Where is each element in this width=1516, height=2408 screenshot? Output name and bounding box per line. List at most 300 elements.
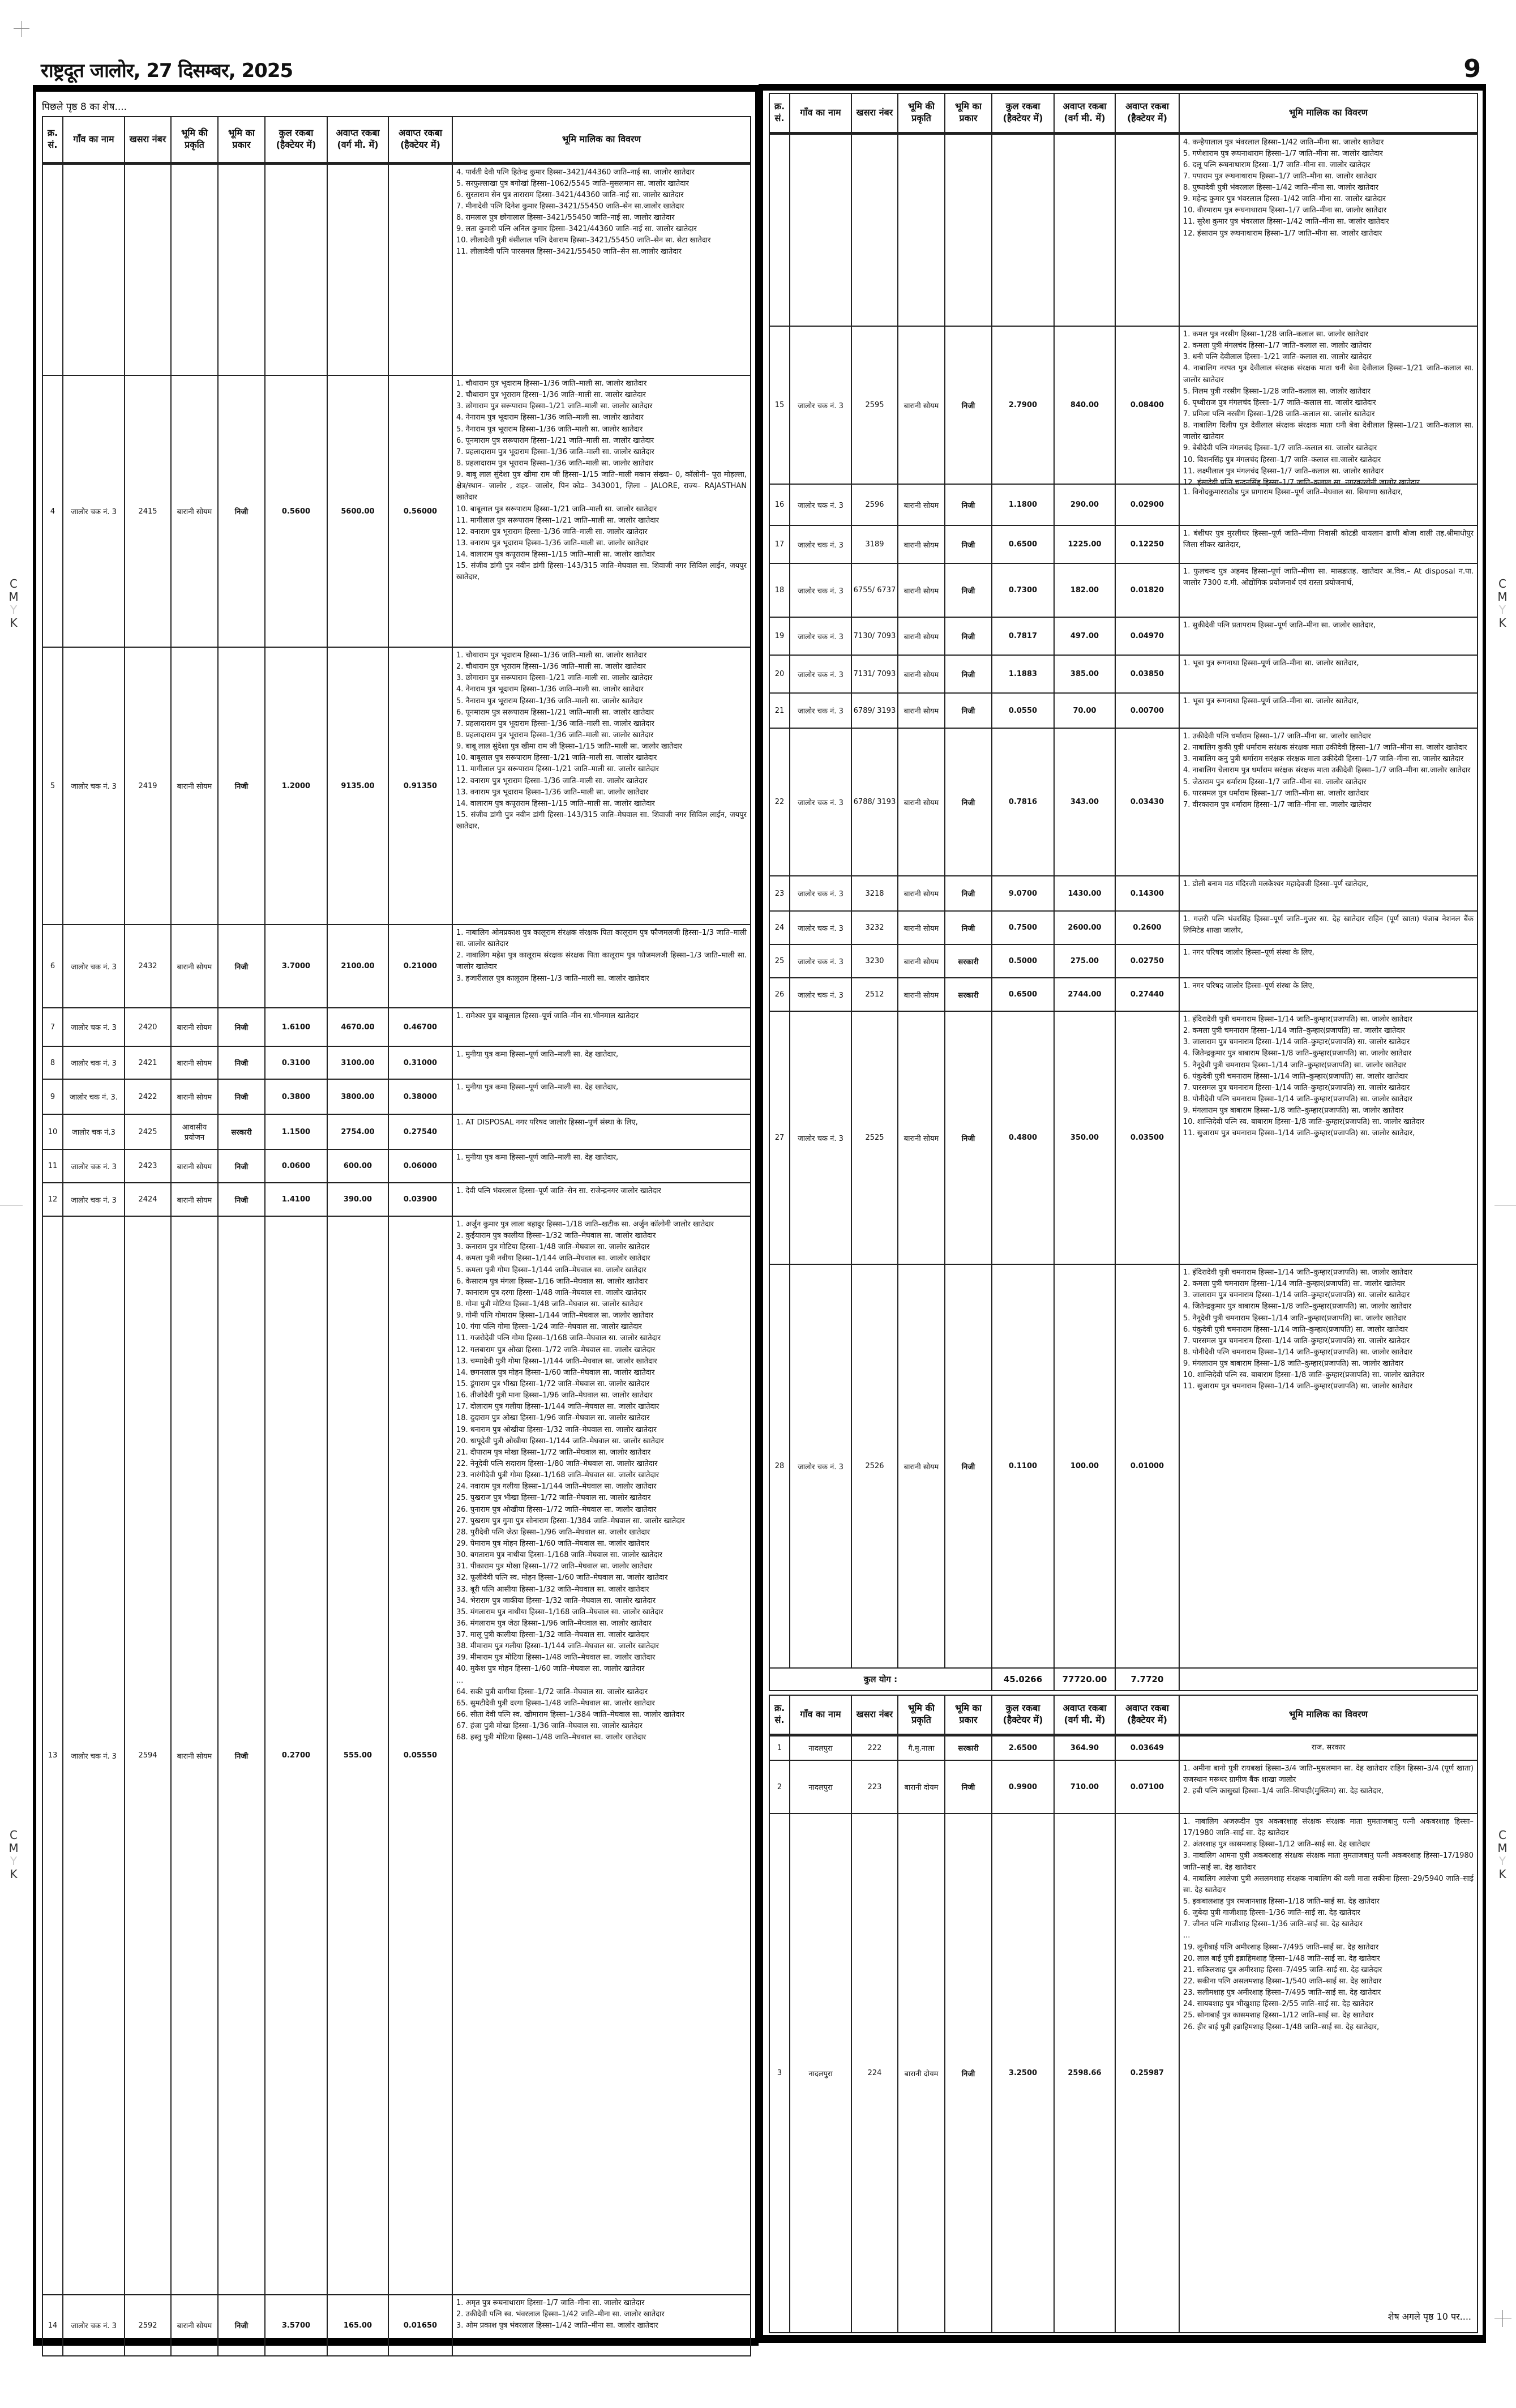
village-name: जालोर चक नं. 3 xyxy=(790,563,851,617)
owner-entry: 3. ओम प्रकाश पुत्र भंवरलाल हिस्सा–1/42 जाति–मीना सा. जालोर खातेदार xyxy=(456,2321,658,2330)
owner-details xyxy=(452,1008,751,1046)
acquired-area-sqm: 165.00 xyxy=(327,2295,388,2356)
land-type: निजी xyxy=(218,375,265,647)
acquired-area-ha: 0.27540 xyxy=(388,1114,452,1149)
land-nature: बारानी सोयम xyxy=(171,1079,218,1114)
column-header: क्र. सं. xyxy=(769,93,790,133)
owner-entry: 1. अर्जुन कुमार पुत्र लाला बहादुर हिस्सा–1/18 जाति–खटीक सा. अर्जुन कॉलोनी जालोर खातेदार xyxy=(456,1220,714,1229)
owner-entry: 5. जेठाराम पुत्र धर्माराम हिस्सा–1/7 जाति–मीना सा. जालोर खातेदार xyxy=(1183,777,1367,786)
village-name: जालोर चक नं. 3 xyxy=(790,617,851,655)
total-area-ha: 0.3800 xyxy=(265,1079,327,1114)
owner-entry: 11. गजरोदेवी पत्नि गोमा हिस्सा–1/168 जाति–मेघवाल सा. जालोर खातेदार xyxy=(456,1334,661,1343)
land-type: निजी xyxy=(945,525,992,563)
khasra-number xyxy=(851,133,898,326)
owner-entry: 35. मंगलाराम पुत्र नाथीया हिस्सा–1/168 जाति–मेघवाल सा. जालोर खातेदार xyxy=(456,1607,663,1616)
khasra-number: 2425 xyxy=(125,1114,171,1149)
table-row xyxy=(769,1011,1478,1264)
owner-entry: 66. सीता देवी पत्नि स्व. खीमाराम हिस्सा–1/384 जाति–मेघवाल सा. जालोर खातेदार xyxy=(456,1710,684,1720)
acquired-area-ha: 0.01650 xyxy=(388,2295,452,2356)
owner-entry: 7. मीनादेवी पत्नि दिनेश कुमार हिस्सा–3421/55450 जाति–सेन सा.जालोर खातेदार xyxy=(456,202,684,211)
owner-entry: 15. डूंगाराम पुत्र भीखा हिस्सा–1/72 जाति–मेघवाल सा. जालोर खातेदार xyxy=(456,1379,650,1388)
acquired-area-ha: 0.03500 xyxy=(1115,1011,1179,1264)
owner-details xyxy=(452,2295,751,2356)
land-type: सरकारी xyxy=(218,1114,265,1149)
owner-entry: 1. मुनीया पुत्र कमा हिस्सा–पूर्ण जाति–माली सा. देह खातेदार, xyxy=(456,1153,619,1162)
total-area-ha: 0.3100 xyxy=(265,1046,327,1079)
column-header: भूमि का प्रकार xyxy=(945,93,992,133)
khasra-number: 2595 xyxy=(851,326,898,484)
owner-details xyxy=(1179,944,1478,978)
cmyk-y: Y xyxy=(1498,1854,1506,1868)
serial-number: 16 xyxy=(769,484,790,525)
serial-number: 10 xyxy=(42,1114,63,1149)
khasra-number: 2592 xyxy=(125,2295,171,2356)
serial-number: 2 xyxy=(769,1760,790,1814)
owner-entry: 4. कमला पुत्री नवीया हिस्सा–1/144 जाति–मेघवाल सा. जालोर खातेदार xyxy=(456,1254,650,1263)
page-number: 9 xyxy=(1463,54,1481,83)
owner-entry: 6. दलू पत्नि रूघनाथाराम हिस्सा–1/7 जाति–मीना सा. जालोर खातेदार xyxy=(1183,160,1371,169)
total-area-ha: 0.6500 xyxy=(992,525,1054,563)
acquired-area-ha: 0.01000 xyxy=(1115,1264,1179,1668)
column-header: खसरा नंबर xyxy=(125,117,171,163)
land-type: निजी xyxy=(945,876,992,911)
acquired-area-sqm: 364.90 xyxy=(1054,1735,1115,1760)
land-type: निजी xyxy=(945,1760,992,1814)
owner-entry: 27. पुखराम पुत्र गुमा पुत्र सोनाराम हिस्सा–1/384 जाति–मेघवाल सा. जालोर खातेदार xyxy=(456,1516,685,1525)
total-area-ha: 1.1883 xyxy=(992,655,1054,693)
village-name: जालोर चक नं. 3 xyxy=(790,911,851,944)
owner-entry: 1. चौथाराम पुत्र भूदाराम हिस्सा–1/36 जाति–माली सा. जालोर खातेदार xyxy=(456,651,647,660)
table-row xyxy=(769,728,1478,876)
column-header: भूमि मालिक का विवरण xyxy=(1179,93,1478,133)
owner-details xyxy=(452,1216,751,2295)
color-registration-marks xyxy=(8,578,19,630)
khasra-number: 2596 xyxy=(851,484,898,525)
table-row xyxy=(769,563,1478,617)
table-row xyxy=(769,911,1478,944)
total-area-ha: 0.7500 xyxy=(992,911,1054,944)
table-row xyxy=(42,1079,751,1114)
land-type: निजी xyxy=(945,728,992,876)
total-area-ha: 2.6500 xyxy=(992,1735,1054,1760)
total-area-ha: 0.6500 xyxy=(992,978,1054,1011)
serial-number: 8 xyxy=(42,1046,63,1079)
total-area-ha: 0.5000 xyxy=(992,944,1054,978)
owner-entry: 1. कमल पुत्र नरसीग हिस्सा–1/28 जाति–कलाल सा. जालोर खातेदार xyxy=(1183,330,1368,339)
owner-entry: 1. नगर परिषद जालोर हिस्सा–पूर्ण संस्था के लिए, xyxy=(1183,982,1314,990)
owner-entry: 10. बाबूलाल पुत्र सरूपाराम हिस्सा–1/21 जाति–माली सा. जालोर खातेदार xyxy=(456,504,657,514)
acquired-area-ha: 0.14300 xyxy=(1115,876,1179,911)
owner-entry: 9. गोमी पत्नि गोमाराम हिस्सा–1/144 जाति–मेघवाल सा. जालोर खातेदार xyxy=(456,1311,654,1320)
village-name: जालोर चक नं. 3 xyxy=(63,1183,125,1216)
total-area-ha xyxy=(992,133,1054,326)
total-area-ha: 1.1500 xyxy=(265,1114,327,1149)
serial-number: 20 xyxy=(769,655,790,693)
land-type: निजी xyxy=(218,1008,265,1046)
owner-entry: 68. हस्तु पुत्री मोटिया हिस्सा–1/48 जाति–मेघवाल सा. जालोर खातेदार xyxy=(456,1733,646,1742)
owner-entry: 7. प्रहलादाराम पुत्र भूदाराम हिस्सा–1/36 जाति–माली सा. जालोर खातेदार xyxy=(456,719,654,728)
owner-details xyxy=(452,1149,751,1183)
serial-number: 23 xyxy=(769,876,790,911)
owner-entry: राज. सरकार xyxy=(1311,1743,1346,1752)
total-area-ha: 1.6100 xyxy=(265,1008,327,1046)
acquired-area-sqm: 385.00 xyxy=(1054,655,1115,693)
acquired-area-ha: 0.21000 xyxy=(388,925,452,1008)
acquired-area-sqm: 182.00 xyxy=(1054,563,1115,617)
owner-entry: 19. धनाराम पुत्र ओखीया हिस्सा–1/32 जाति–मेघवाल सा. जालोर खातेदार xyxy=(456,1425,657,1434)
total-area-ha: 0.0600 xyxy=(265,1149,327,1183)
owner-entry: 29. पेमाराम पुत्र मोहन हिस्सा–1/60 जाति–मेघवाल सा. जालोर खातेदार xyxy=(456,1539,649,1548)
total-area-ha: 0.4800 xyxy=(992,1011,1054,1264)
khasra-number: 2420 xyxy=(125,1008,171,1046)
acquired-area-sqm: 5600.00 xyxy=(327,375,388,647)
left-notice-panel xyxy=(33,85,759,2346)
land-nature: बारानी सोयम xyxy=(898,978,945,1011)
acquired-area-sqm: 2600.00 xyxy=(1054,911,1115,944)
color-registration-marks xyxy=(8,1829,19,1881)
land-nature: बारानी दोयम xyxy=(898,1760,945,1814)
owner-entry: 7. पारसमल पुत्र चमनाराम हिस्सा–1/14 जाति–कुम्हार(प्रजापति) सा. जालोर खातेदार xyxy=(1183,1083,1410,1092)
table-row xyxy=(42,1149,751,1183)
village-name: जालोर चक नं. 3 xyxy=(790,655,851,693)
owner-entry: 10. शान्तिदेवी पत्नि स्व. बाबाराम हिस्सा–1/8 जाति–कुम्हार(प्रजापति) सा. जालोर खातेदार xyxy=(1183,1118,1425,1127)
acquired-area-ha: 0.12250 xyxy=(1115,525,1179,563)
continued-to-note: शेष अगले पृष्ठ 10 पर.... xyxy=(1387,2311,1471,2322)
owner-entry: 15. संजीव डांगी पुत्र नवीन डांगी हिस्सा–143/315 जाति–मेघवाल सा. शिवाजी नगर सिविल लाईन, जयपुर खातेदार, xyxy=(456,562,747,582)
owner-entry: 3. जालाराम पुत्र चमनाराम हिस्सा–1/14 जाति–कुम्हार(प्रजापति) सा. जालोर खातेदार xyxy=(1183,1038,1410,1047)
owner-entry: 1. इंदिरादेवी पुत्री चमनाराम हिस्सा–1/14 जाति–कुम्हार(प्रजापति) सा. जालोर खातेदार xyxy=(1183,1015,1412,1024)
acquired-area-sqm: 710.00 xyxy=(1054,1760,1115,1814)
village-name: जालोर चक नं.3 xyxy=(63,1114,125,1149)
owner-entry: 11. मागीलाल पुत्र सरूपाराम हिस्सा–1/21 जाति–माली सा. जालोर खातेदार xyxy=(456,516,659,525)
acquired-area-ha: 0.04970 xyxy=(1115,617,1179,655)
acquired-area-sqm: 3800.00 xyxy=(327,1079,388,1114)
khasra-number: 2423 xyxy=(125,1149,171,1183)
column-header: कुल रकबा (हैक्टेयर में) xyxy=(265,117,327,163)
owner-entry: 1. मुनीया पुत्र कमा हिस्सा–पूर्ण जाति–माली सा. देह खातेदार, xyxy=(456,1083,619,1092)
khasra-number: 3232 xyxy=(851,911,898,944)
table-row xyxy=(769,1735,1478,1760)
acquired-area-sqm: 70.00 xyxy=(1054,693,1115,728)
table-row xyxy=(769,525,1478,563)
total-empty-cell xyxy=(1179,1668,1478,1691)
table-row xyxy=(769,978,1478,1011)
owner-details xyxy=(452,1183,751,1216)
land-nature: बारानी सोयम xyxy=(898,525,945,563)
owner-entry: 3. छोगाराम पुत्र सरूपाराम हिस्सा–1/21 जाति–माली सा. जालोर खातेदार xyxy=(456,674,653,683)
village-name: जालोर चक नं. 3 xyxy=(63,375,125,647)
owner-entry: 1. अमीना बानो पुत्री रायबखां हिस्सा–3/4 जाति–मुसलमान सा. देह खातेदार राहिन हिस्सा–3/4 (पूर्ण खाता) राजस्थान मरूधर ग्रामीण बैंक शाखा जालोर xyxy=(1183,1764,1474,1785)
table-header-row xyxy=(769,93,1478,133)
khasra-number: 2432 xyxy=(125,925,171,1008)
total-acq-ha: 7.7720 xyxy=(1115,1668,1179,1691)
serial-number xyxy=(769,133,790,326)
acquired-area-sqm: 1225.00 xyxy=(1054,525,1115,563)
owner-entry: 8. पोनीदेवी पत्नि चमनाराम हिस्सा–1/14 जाति–कुम्हार(प्रजापति) सा. जालोर खातेदार xyxy=(1183,1348,1412,1357)
total-area-ha: 0.7300 xyxy=(992,563,1054,617)
owner-entry: 4. नेनाराम पुत्र भूदाराम हिस्सा–1/36 जाति–माली सा. जालोर खातेदार xyxy=(456,413,644,422)
owner-entry: 21. दीपाराम पुत्र मोखा हिस्सा–1/72 जाति–मेघवाल सा. जालोर खातेदार xyxy=(456,1448,651,1457)
table-row xyxy=(769,133,1478,326)
land-nature: बारानी सोयम xyxy=(171,1216,218,2295)
column-header: खसरा नंबर xyxy=(851,1695,898,1735)
owner-details xyxy=(1179,693,1478,728)
land-type: निजी xyxy=(218,1149,265,1183)
serial-number: 25 xyxy=(769,944,790,978)
owner-details xyxy=(1179,1264,1478,1668)
owner-entry: 8. गोमा पुत्री मोटिया हिस्सा–1/48 जाति–मेघवाल सा. जालोर खातेदार xyxy=(456,1299,643,1308)
owner-details xyxy=(452,1079,751,1114)
serial-number: 6 xyxy=(42,925,63,1008)
acquired-area-sqm: 2744.00 xyxy=(1054,978,1115,1011)
land-nature: बारानी सोयम xyxy=(898,655,945,693)
acquired-area-ha: 0.00700 xyxy=(1115,693,1179,728)
column-header: अवाप्त रकबा (हैक्टेयर में) xyxy=(1115,1695,1179,1735)
acquired-area-ha: 0.03850 xyxy=(1115,655,1179,693)
land-type xyxy=(218,163,265,375)
cmyk-c: C xyxy=(1498,577,1506,591)
acquired-area-ha: 0.56000 xyxy=(388,375,452,647)
owner-entry: 3. हजारीलाल पुत्र कालूराम हिस्सा–1/3 जाति–माली सा. जालोर खातेदार xyxy=(456,974,649,983)
table-row xyxy=(42,647,751,925)
owner-entry: 5. इकबालशाह पुत्र रमजानशाह हिस्सा–1/18 जाति–साई सा. देह खातेदार xyxy=(1183,1897,1380,1906)
land-type: निजी xyxy=(945,484,992,525)
owner-entry: 9. लता कुमारी पत्नि अनिल कुमार हिस्सा–3421/44360 जाति–नाई सा. जालोर खातेदार xyxy=(456,225,697,234)
land-nature: बारानी सोयम xyxy=(171,375,218,647)
owner-entry: 3. छोगाराम पुत्र सरूपाराम हिस्सा–1/21 जाति–माली सा. जालोर खातेदार xyxy=(456,402,653,411)
khasra-number: 2419 xyxy=(125,647,171,925)
owner-entry: 11. लक्ष्मीलाल पुत्र मंगलचंद हिस्सा–1/7 जाति–कलाल सा. जालोर खातेदार xyxy=(1183,467,1384,476)
owner-entry: 9. मंगलाराम पुत्र बाबाराम हिस्सा–1/8 जाति–कुम्हार(प्रजापति) सा. जालोर खातेदार xyxy=(1183,1106,1404,1115)
owner-entry: 4. पार्वती देवी पत्नि हितेन्द्र कुमार हिस्सा–3421/44360 जाति–नाई सा. जालोर खातेदार xyxy=(456,168,695,177)
total-area-ha: 0.7816 xyxy=(992,728,1054,876)
acquired-area-sqm xyxy=(1054,133,1115,326)
serial-number: 12 xyxy=(42,1183,63,1216)
owner-entry: 8. पुष्पादेवी पुत्री भंवरलाल हिस्सा–1/42 जाति–मीना सा. जालोर खातेदार xyxy=(1183,183,1379,193)
serial-number: 15 xyxy=(769,326,790,484)
owner-entry: 7. प्रहलादाराम पुत्र भूदाराम हिस्सा–1/36 जाति–माली सा. जालोर खातेदार xyxy=(456,447,654,456)
owner-entry: 10. गंगा पत्नि गोमा हिस्सा–1/24 जाति–मेघवाल सा. जालोर खातेदार xyxy=(456,1323,642,1332)
owner-entry: 24. सायबशाह पुत्र भीखुशाह हिस्सा–2/55 जाति–साई सा. देह खातेदार xyxy=(1183,2000,1373,2009)
crop-mark xyxy=(1502,2310,1503,2327)
owner-entry: 1. फुलचन्द पुत्र अहमद हिस्सा–पूर्ण जाति–मीणा सा. मासडातह. खातेदार अ.विव.– At disposal न.पा. जालोर 7300 व.मी. ओद्योगिक प्रयोजनार्थ एवं रास्ता प्रयोजनार्थ, xyxy=(1183,567,1474,588)
acquired-area-sqm: 600.00 xyxy=(327,1149,388,1183)
owner-entry: 33. बूरी पत्नि आसीया हिस्सा–1/32 जाति–मेघवाल सा. जालोर खातेदार xyxy=(456,1585,649,1594)
owner-entry: 2. चौथाराम पुत्र भूराराम हिस्सा–1/36 जाति–माली सा. जालोर खातेदार xyxy=(456,662,646,671)
owner-entry: 7. पारसमल पुत्र चमनाराम हिस्सा–1/14 जाति–कुम्हार(प्रजापति) सा. जालोर खातेदार xyxy=(1183,1336,1410,1345)
column-header: अवाप्त रकबा (वर्ग मी. में) xyxy=(327,117,388,163)
owner-entry: 4. जितेन्द्रकुमार पुत्र बाबाराम हिस्सा–1/8 जाति–कुम्हार(प्रजापति) सा. जालोर खातेदार xyxy=(1183,1302,1412,1311)
acquired-area-sqm: 497.00 xyxy=(1054,617,1115,655)
owner-entry: 1. देवी पत्नि भंवरलाल हिस्सा–पूर्ण जाति–सेन सा. राजेन्द्रनगर जालोर खातेदार xyxy=(456,1187,661,1195)
village-name: जालोर चक नं. 3 xyxy=(790,484,851,525)
acquired-area-sqm: 390.00 xyxy=(327,1183,388,1216)
land-nature: बारानी सोयम xyxy=(898,617,945,655)
table-row xyxy=(42,1183,751,1216)
table-row xyxy=(769,1264,1478,1668)
acquired-area-ha: 0.27440 xyxy=(1115,978,1179,1011)
serial-number: 26 xyxy=(769,978,790,1011)
khasra-number: 7131/ 7093 xyxy=(851,655,898,693)
serial-number: 5 xyxy=(42,647,63,925)
land-type: निजी xyxy=(945,1264,992,1668)
total-total-ha: 45.0266 xyxy=(992,1668,1054,1691)
owner-entry: 10. लीलादेवी पुत्री बंसीलाल पत्नि देवाराम हिस्सा–3421/55450 जाति–सेन सा. सेटा खातेदार xyxy=(456,236,711,245)
owner-entry: 15. संजीव डांगी पुत्र नवीन डांगी हिस्सा–143/315 जाति–मेघवाल सा. शिवाजी नगर सिविल लाईन, जयपुर खातेदार, xyxy=(456,810,747,831)
owner-entry: 6. पंकुदेवी पुत्री चमनाराम हिस्सा–1/14 जाति–कुम्हार(प्रजापति) सा. जालोर खातेदार xyxy=(1183,1072,1408,1081)
owner-entry: 25. सोनाबाई पुत्र कासमशाह हिस्सा–1/12 जाति–साई सा. देह खातेदार xyxy=(1183,2011,1374,2020)
owner-entry: 32. फूलीदेवी पत्नि स्व. मोहन हिस्सा–1/60 जाति–मेघवाल सा. जालोर खातेदार xyxy=(456,1573,668,1582)
owner-entry: 8. प्रहलादाराम पुत्र भूराराम हिस्सा–1/36 जाति–माली सा. जालोर खातेदार xyxy=(456,730,654,739)
owner-entry: 22. नेनूदेवी पत्नि सदाराम हिस्सा–1/80 जाति–मेघवाल सा. जालोर खातेदार xyxy=(456,1459,658,1468)
land-nature: बारानी सोयम xyxy=(898,484,945,525)
land-nature: बारानी सोयम xyxy=(171,647,218,925)
owner-entry: 2. नाबालिग महेश पुत्र कालूराम संरक्षक संरक्षक पिता कालूराम पुत्र फौजमलजी हिस्सा–1/3 जाति–माली सा. जालोर खातेदार xyxy=(456,951,747,972)
serial-number: 19 xyxy=(769,617,790,655)
cmyk-m: M xyxy=(1497,1841,1508,1855)
column-header: गाँव का नाम xyxy=(790,93,851,133)
owner-entry: 2. अंतरशाह पुत्र कासमशाह हिस्सा–1/12 जाति–साई सा. देह खातेदार xyxy=(1183,1840,1371,1849)
color-registration-marks xyxy=(1497,1829,1508,1881)
table-row xyxy=(769,484,1478,525)
land-nature: बारानी दोयम xyxy=(898,1814,945,2333)
serial-number: 27 xyxy=(769,1011,790,1264)
owner-entry: 64. सकी पुत्री वागीया हिस्सा–1/72 जाति–मेघवाल सा. जालोर खातेदार xyxy=(456,1687,648,1696)
owner-details xyxy=(1179,1814,1478,2333)
serial-number: 14 xyxy=(42,2295,63,2356)
column-header: भूमि का प्रकार xyxy=(218,117,265,163)
owner-entry: 13. वनाराम पुत्र भूदाराम हिस्सा–1/36 जाति–माली सा. जालोर खातेदार xyxy=(456,538,649,548)
owner-entry: 22. सकीना पत्नि असलमशाह हिस्सा–1/540 जाति–साई सा. देह खातेदार xyxy=(1183,1977,1382,1986)
owner-entry: 5. नैनाराम पुत्र भूराराम हिस्सा–1/36 जाति–माली सा. जालोर खातेदार xyxy=(456,425,643,434)
cmyk-k: K xyxy=(10,616,18,630)
owner-entry: 26. हीर बाई पुत्री इब्राहिमशाह हिस्सा–1/48 जाति–साई सा. देह खातेदार, xyxy=(1183,2022,1380,2031)
khasra-number: 2594 xyxy=(125,1216,171,2295)
owner-details xyxy=(452,1046,751,1079)
crop-mark xyxy=(14,28,29,29)
owner-entry: 1. भूबा पुत्र रूगनाथा हिस्सा–पूर्ण जाति–मीना सा. जालोर खातेदार, xyxy=(1183,697,1359,705)
table-row xyxy=(769,655,1478,693)
acquired-area-ha: 0.05550 xyxy=(388,1216,452,2295)
table-row xyxy=(769,944,1478,978)
owner-entry: 4. नेनाराम पुत्र भूदाराम हिस्सा–1/36 जाति–माली सा. जालोर खातेदार xyxy=(456,685,644,694)
owner-entry: 1. सुकीदेवी पत्नि प्रतापराम हिस्सा–पूर्ण जाति–मीना सा. जालोर खातेदार, xyxy=(1183,621,1376,630)
owner-details xyxy=(1179,876,1478,911)
owner-entry: 7. जीनत पत्नि गाजीशाह हिस्सा–1/36 जाति–साई सा. देह खातेदार xyxy=(1183,1920,1363,1929)
owner-entry: 39. मीमाराम पुत्र मोटिया हिस्सा–1/48 जाति–मेघवाल सा. जालोर खातेदार xyxy=(456,1653,656,1662)
village-name: जालोर चक नं. 3 xyxy=(63,1216,125,2295)
column-header: भूमि की प्रकृति xyxy=(898,93,945,133)
acquired-area-sqm: 290.00 xyxy=(1054,484,1115,525)
village-name: जालोर चक नं. 3. xyxy=(63,1079,125,1114)
owner-entry: 2. हबी पत्नि कासुखां हिस्सा–1/4 जाति–सिपाही(मुस्लिम) सा. देह खातेदार, xyxy=(1183,1787,1384,1796)
khasra-number: 2424 xyxy=(125,1183,171,1216)
owner-entry: 1. डोली बनाम मठ मंदिरजी मलकेश्वर महादेवजी हिस्सा–पूर्ण खातेदार, xyxy=(1183,880,1369,888)
owner-entry: 5. नैनूदेवी पुत्री चमनाराम हिस्सा–1/14 जाति–कुम्हार(प्रजापति) सा. जालोर खातेदार xyxy=(1183,1314,1406,1323)
table-row xyxy=(42,1046,751,1079)
owner-entry: 13. चम्पादेवी पुत्री गोमा हिस्सा–1/144 जाति–मेघवाल सा. जालोर खातेदार xyxy=(456,1357,657,1366)
table-row xyxy=(42,925,751,1008)
village-name: जालोर चक नं. 3 xyxy=(790,326,851,484)
owner-entry: 6. पारसमल पुत्र धर्माराम हिस्सा–1/7 जाति–मीना सा. जालोर खातेदार xyxy=(1183,789,1369,798)
owner-entry: 8. नाबालिग दिलीप पुत्र देवीलाल संरक्षक संरक्षक माता धनी बेवा देवीलाल हिस्सा–1/21 जाति–कलाल सा. जालोर खातेदार xyxy=(1183,421,1474,442)
acquired-area-ha: 0.06000 xyxy=(388,1149,452,1183)
color-registration-marks xyxy=(1497,578,1508,630)
owner-entry: 21. सकिलशाह पुत्र अमीरशाह हिस्सा–7/495 जाति–साई सा. देह खातेदार xyxy=(1183,1965,1382,1974)
table-row xyxy=(42,163,751,375)
serial-number: 24 xyxy=(769,911,790,944)
owner-entry: 5. नैनूदेवी पुत्री चमनाराम हिस्सा–1/14 जाति–कुम्हार(प्रजापति) सा. जालोर खातेदार xyxy=(1183,1060,1406,1070)
owner-details xyxy=(1179,617,1478,655)
village-name: जालोर चक नं. 3 xyxy=(790,1011,851,1264)
table-row xyxy=(769,693,1478,728)
acquired-area-sqm: 2598.66 xyxy=(1054,1814,1115,2333)
cmyk-c: C xyxy=(10,1828,18,1842)
column-header: क्र. सं. xyxy=(769,1695,790,1735)
cmyk-m: M xyxy=(8,1841,19,1855)
owner-entry: 24. नवाराम पुत्र गलीया हिस्सा–1/144 जाति–मेघवाल सा. जालोर खातेदार xyxy=(456,1482,657,1491)
total-label: कुल योग : xyxy=(769,1668,992,1691)
acquired-area-sqm: 9135.00 xyxy=(327,647,388,925)
owner-details xyxy=(1179,1760,1478,1814)
acquired-area-ha: 0.01820 xyxy=(1115,563,1179,617)
owner-entry: 4. नाबालिग नरपत पुत्र देवीलाल संरक्षक संरक्षक माता धनी बेवा देवीलाल हिस्सा–1/21 जाति–कलाल सा. जालोर खातेदार xyxy=(1183,364,1474,384)
column-header: भूमि का प्रकार xyxy=(945,1695,992,1735)
owner-entry: 5. निलम पुत्री नरसीग हिस्सा–1/28 जाति–कलाल सा. जालोर खातेदार xyxy=(1183,387,1371,396)
khasra-number: 3230 xyxy=(851,944,898,978)
land-nature: बारानी सोयम xyxy=(171,2295,218,2356)
owner-entry: 2. कमला पुत्री मंगलचंद हिस्सा–1/7 जाति–कलाल सा. जालोर खातेदार xyxy=(1183,341,1372,350)
owner-entry: 4. नाबालिग आलेजा पुत्री असलमशाह संरक्षक नाबालिग की वली माता सकीना हिस्सा–29/5940 जाति–साई सा. देह खातेदार xyxy=(1183,1874,1474,1894)
village-name: जालोर चक नं. 3 xyxy=(63,925,125,1008)
owner-entry: 5. नैनाराम पुत्र भूराराम हिस्सा–1/36 जाति–माली सा. जालोर खातेदार xyxy=(456,696,643,705)
column-header: अवाप्त रकबा (हैक्टेयर में) xyxy=(388,117,452,163)
table-row xyxy=(42,375,751,647)
owner-entry: 9. बेबीदेवी पत्नि मंगलचंद हिस्सा–1/7 जाति–कलाल सा. जालोर खातेदार xyxy=(1183,444,1377,453)
khasra-number: 6788/ 3193 xyxy=(851,728,898,876)
cmyk-k: K xyxy=(1498,616,1506,630)
owner-entry: 1. भूबा पुत्र रूगनाथा हिस्सा–पूर्ण जाति–मीना सा. जालोर खातेदार, xyxy=(1183,659,1359,668)
acquired-area-sqm: 555.00 xyxy=(327,1216,388,2295)
owner-details xyxy=(452,1114,751,1149)
total-area-ha: 0.2700 xyxy=(265,1216,327,2295)
owner-entry: 6. पृथ्वीराज पुत्र मंगलचंद हिस्सा–1/7 जाति–कलाल सा. जालोर खातेदार xyxy=(1183,398,1376,407)
owner-entry: 18. दुदाराम पुत्र ओखा हिस्सा–1/96 जाति–मेघवाल सा. जालोर खातेदार xyxy=(456,1414,650,1423)
owner-entry: 12. गलबाराम पुत्र ओखा हिस्सा–1/72 जाति–मेघवाल सा. जालोर खातेदार xyxy=(456,1345,656,1354)
land-nature: बारानी सोयम xyxy=(898,326,945,484)
khasra-number: 2421 xyxy=(125,1046,171,1079)
village-name xyxy=(63,163,125,375)
khasra-number: 3189 xyxy=(851,525,898,563)
owner-entry: 8. प्रहलादाराम पुत्र भूराराम हिस्सा–1/36 जाति–माली सा. जालोर खातेदार xyxy=(456,459,654,468)
land-type: सरकारी xyxy=(945,1735,992,1760)
total-area-ha: 3.5700 xyxy=(265,2295,327,2356)
cmyk-c: C xyxy=(1498,1828,1506,1842)
land-acquisition-table-right xyxy=(769,93,1478,1691)
serial-number: 28 xyxy=(769,1264,790,1668)
land-nature: बारानी सोयम xyxy=(898,563,945,617)
acquired-area-sqm: 4670.00 xyxy=(327,1008,388,1046)
cmyk-y: Y xyxy=(10,1854,18,1868)
total-area-ha: 0.1100 xyxy=(992,1264,1054,1668)
khasra-number xyxy=(125,163,171,375)
acquired-area-sqm: 100.00 xyxy=(1054,1264,1115,1668)
column-header: गाँव का नाम xyxy=(63,117,125,163)
owner-entry: 6. केसाराम पुत्र मंगला हिस्सा–1/16 जाति–मेघवाल सा. जालोर खातेदार xyxy=(456,1277,648,1286)
land-type: निजी xyxy=(945,1011,992,1264)
owner-entry: 3. नाबालिग कनु पुत्री धर्माराम सरंक्षक संरक्षक माता उकीदेवी हिस्सा–1/7 जाति–मीना सा. जालोर खातेदार xyxy=(1183,755,1464,764)
owner-entry: 7. पपाराम पुत्र रूघनाथाराम हिस्सा–1/7 जाति–मीना सा. जालोर खातेदार xyxy=(1183,172,1377,181)
